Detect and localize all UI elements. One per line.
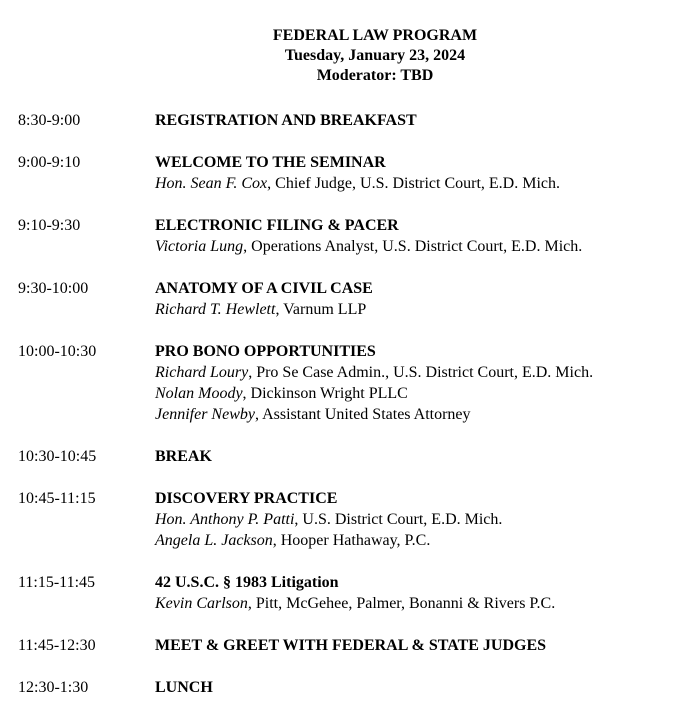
session-content (155, 677, 688, 698)
program-date: Tuesday, January 23, 2024 (284, 47, 466, 64)
schedule-item (18, 635, 688, 656)
session-content (155, 110, 688, 131)
speaker-line (155, 530, 688, 551)
session-title: ANATOMY OF A CIVIL CASE (155, 280, 373, 297)
speaker-line (155, 404, 688, 425)
session-title: DISCOVERY PRACTICE (155, 490, 338, 507)
speaker-affiliation: , Assistant United States Attorney (254, 406, 471, 423)
session-title: WELCOME TO THE SEMINAR (155, 154, 386, 171)
session-content (155, 446, 688, 467)
schedule-item (18, 215, 688, 257)
session-time: 12:30-1:30 (18, 679, 89, 696)
schedule (18, 110, 688, 719)
speaker-name: Richard T. Hewlett (155, 301, 276, 318)
session-content (155, 488, 688, 551)
schedule-item (18, 488, 688, 551)
speaker-name: Victoria Lung (155, 238, 244, 255)
session-content (155, 215, 688, 257)
session-content (155, 572, 688, 614)
session-title: LUNCH (155, 679, 213, 696)
speaker-affiliation: , Varnum LLP (275, 301, 367, 318)
speaker-name: Richard Loury (155, 364, 249, 381)
schedule-item (18, 446, 688, 467)
speaker-line (155, 236, 688, 257)
schedule-item (18, 278, 688, 320)
session-title: MEET & GREET WITH FEDERAL & STATE JUDGES (155, 637, 547, 654)
schedule-item (18, 572, 688, 614)
speaker-affiliation: , Dickinson Wright PLLC (242, 385, 408, 402)
session-time: 11:15-11:45 (18, 574, 96, 591)
session-time: 9:10-9:30 (18, 217, 81, 234)
speaker-name: Angela L. Jackson (155, 532, 273, 549)
schedule-item (18, 152, 688, 194)
speaker-name: Kevin Carlson (155, 595, 248, 612)
speaker-affiliation: , Pitt, McGehee, Palmer, Bonanni & Rivers P.C. (247, 595, 556, 612)
session-title: PRO BONO OPPORTUNITIES (155, 343, 376, 360)
session-title: ELECTRONIC FILING & PACER (155, 217, 399, 234)
session-time: 8:30-9:00 (18, 112, 81, 129)
speaker-name: Hon. Sean F. Cox (155, 175, 268, 192)
session-content (155, 341, 688, 425)
session-content (155, 278, 688, 320)
session-time: 11:45-12:30 (18, 637, 96, 654)
session-time: 9:30-10:00 (18, 280, 89, 297)
program-moderator: Moderator: TBD (316, 67, 434, 84)
schedule-item (18, 677, 688, 698)
session-content (155, 635, 688, 656)
speaker-name: Nolan Moody (155, 385, 243, 402)
speaker-affiliation: , Operations Analyst, U.S. District Court, E.D. Mich. (243, 238, 583, 255)
speaker-line (155, 362, 688, 383)
speaker-affiliation: , U.S. District Court, E.D. Mich. (294, 511, 503, 528)
session-content (155, 152, 688, 194)
speaker-line (155, 173, 688, 194)
session-title: REGISTRATION AND BREAKFAST (155, 112, 417, 129)
schedule-item (18, 341, 688, 425)
session-time: 10:45-11:15 (18, 490, 96, 507)
session-title: BREAK (155, 448, 212, 465)
speaker-affiliation: , Pro Se Case Admin., U.S. District Court, E.D. Mich. (248, 364, 594, 381)
speaker-affiliation: , Hooper Hathaway, P.C. (272, 532, 431, 549)
speaker-line (155, 383, 688, 404)
program-title: FEDERAL LAW PROGRAM (272, 27, 478, 44)
speaker-affiliation: , Chief Judge, U.S. District Court, E.D. Mich. (267, 175, 561, 192)
schedule-item (18, 110, 688, 131)
session-time: 10:30-10:45 (18, 448, 97, 465)
session-time: 9:00-9:10 (18, 154, 81, 171)
speaker-line (155, 593, 688, 614)
speaker-line (155, 299, 688, 320)
program-header (0, 26, 696, 86)
speaker-name: Hon. Anthony P. Patti (155, 511, 295, 528)
speaker-name: Jennifer Newby (155, 406, 255, 423)
session-time: 10:00-10:30 (18, 343, 97, 360)
session-title: 42 U.S.C. § 1983 Litigation (155, 574, 339, 591)
speaker-line (155, 509, 688, 530)
